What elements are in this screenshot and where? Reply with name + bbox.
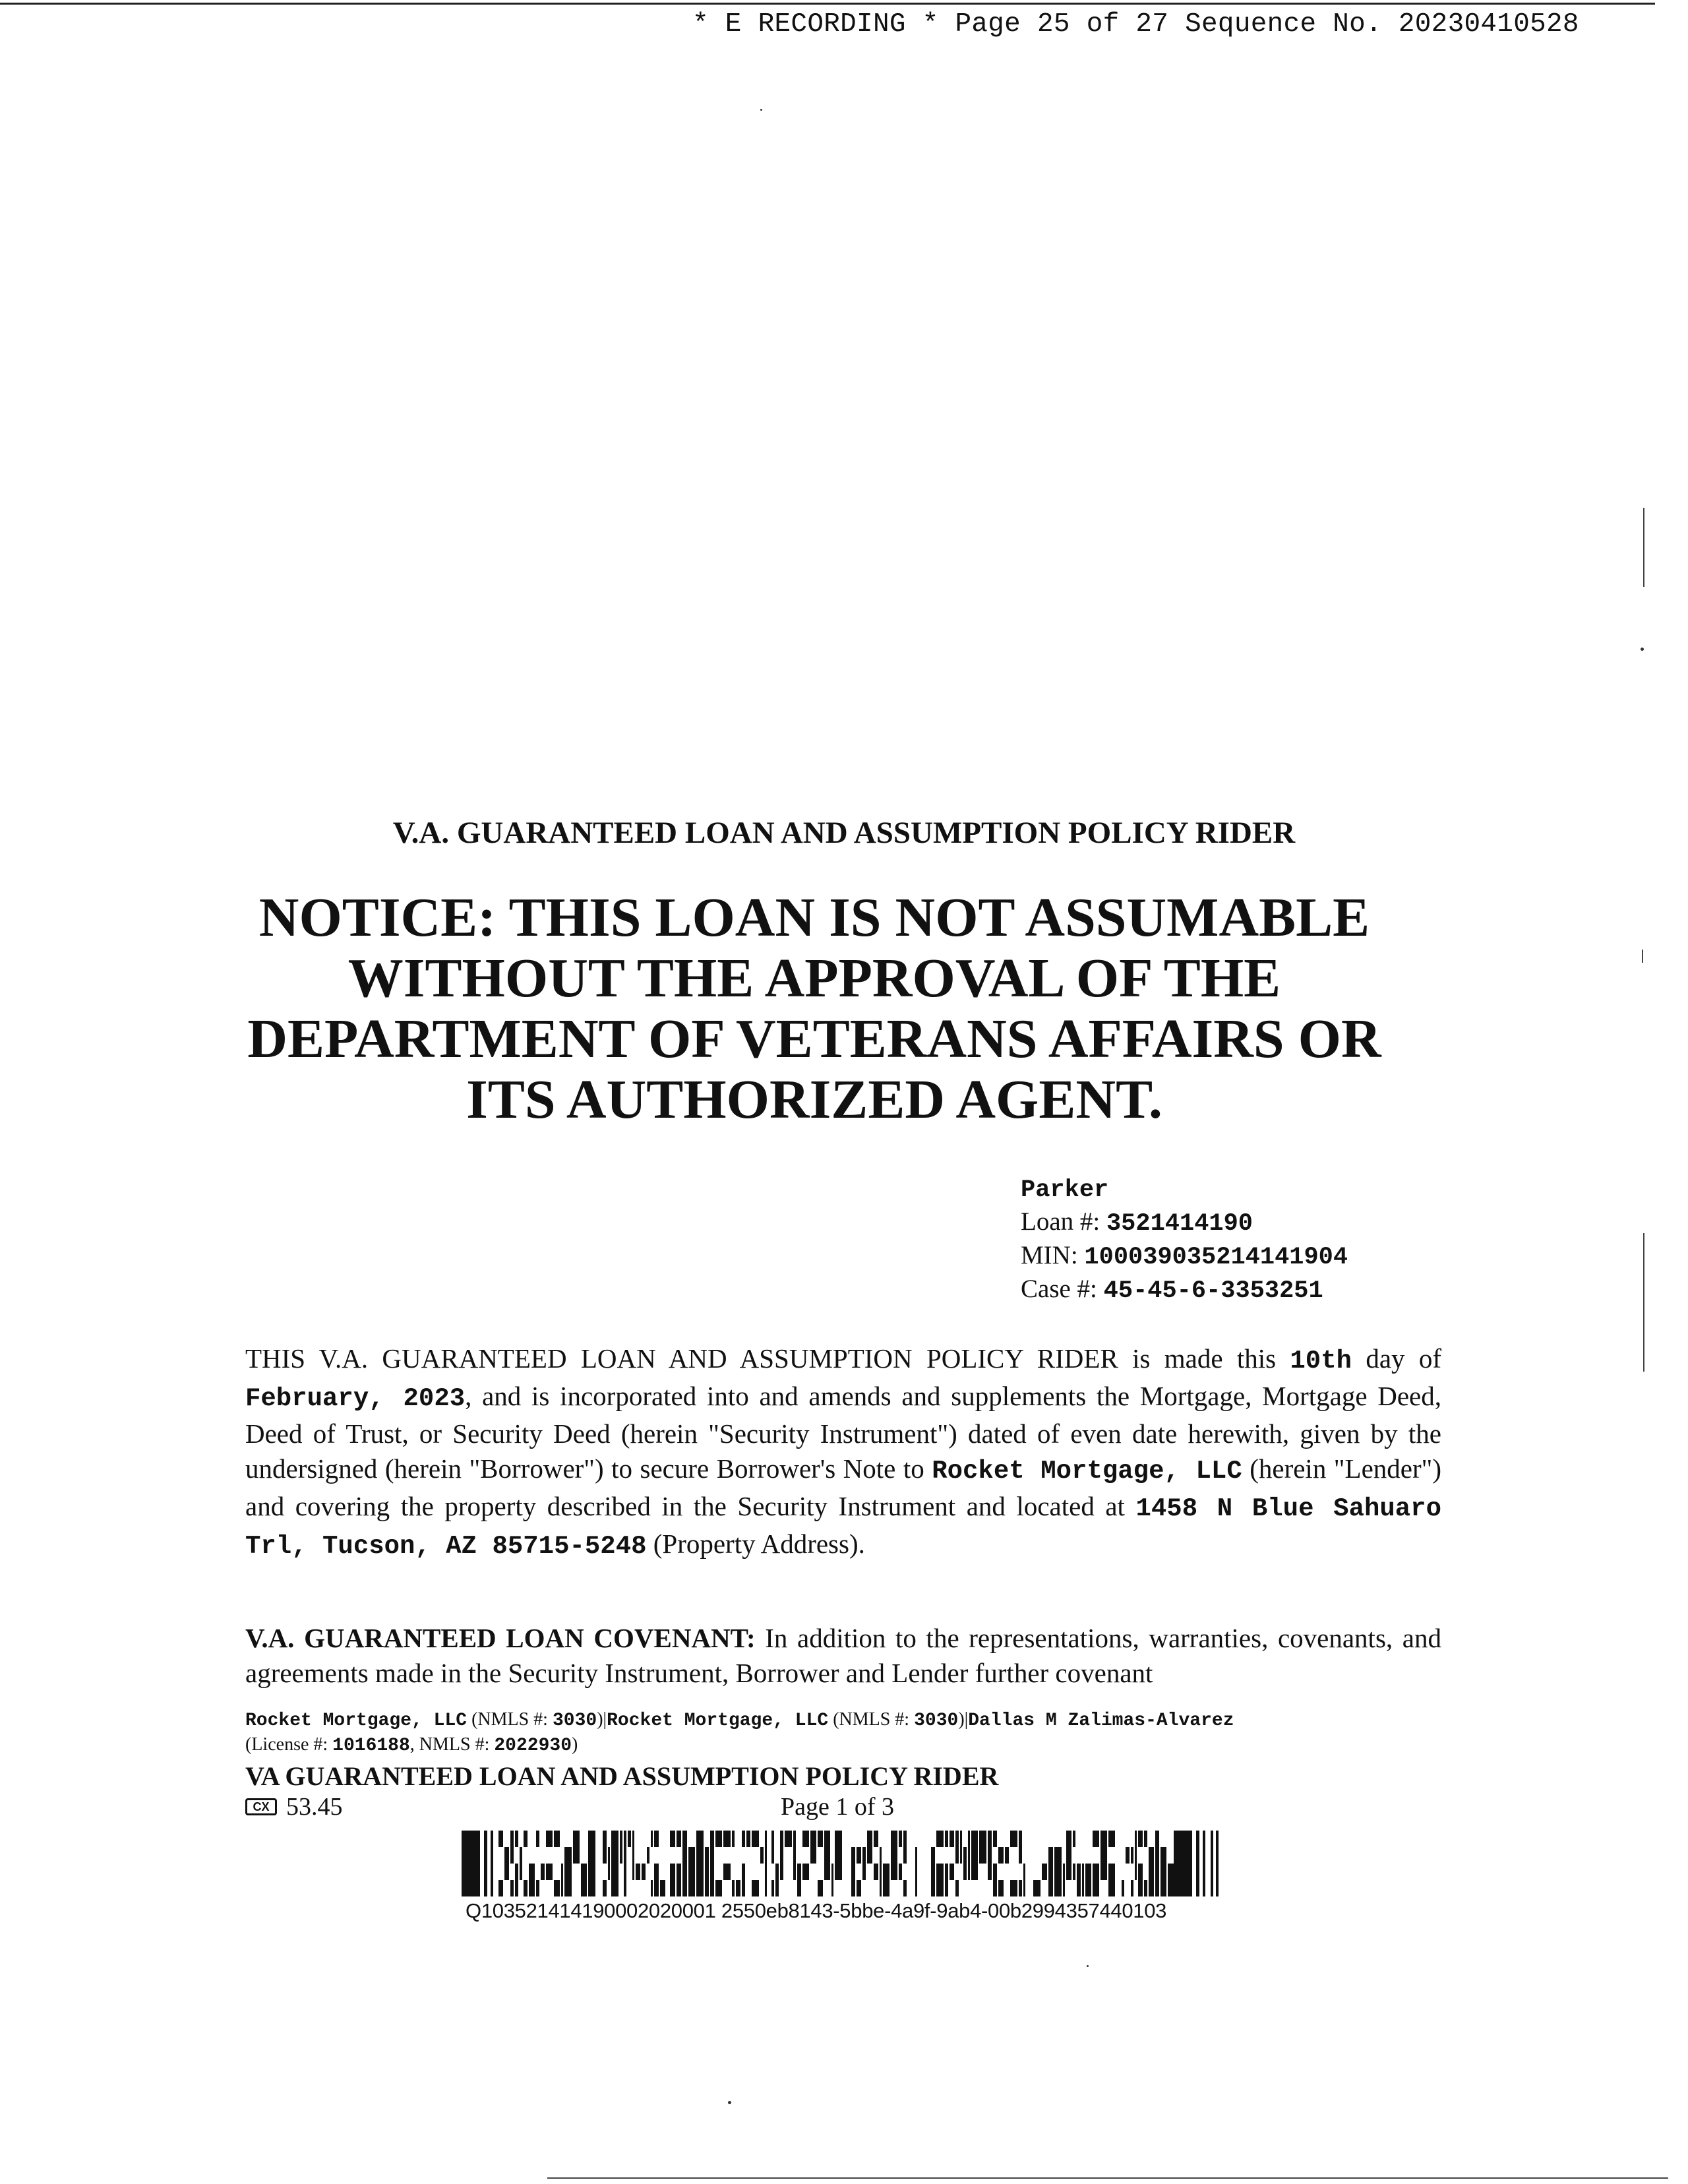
bottom-border-rule [547, 2177, 1668, 2179]
min-label: MIN: [1021, 1241, 1078, 1269]
lender-name: Rocket Mortgage, LLC [932, 1457, 1242, 1486]
covenant-paragraph [245, 1621, 1441, 1691]
footer-lender-1: Rocket Mortgage, LLC [245, 1711, 467, 1731]
footer-nmls-3: 2022930 [494, 1736, 572, 1756]
footer-lender-line [245, 1708, 1445, 1733]
loan-number: 3521414190 [1106, 1210, 1253, 1238]
footer-license-label: (License #: [245, 1734, 333, 1755]
footer-separator-2: )| [958, 1709, 969, 1730]
footer-originator: Dallas M Zalimas-Alvarez [968, 1711, 1234, 1731]
loan-number-row [1021, 1206, 1348, 1240]
intro-text-2: day of [1352, 1343, 1441, 1374]
footer-form-title: VA GUARANTEED LOAN AND ASSUMPTION POLICY RIDER [245, 1761, 999, 1791]
scan-mark-line [1643, 508, 1644, 587]
case-row [1021, 1273, 1348, 1307]
scan-mark-line [1643, 1233, 1644, 1372]
loan-info-block [1021, 1175, 1348, 1307]
assumption-notice [218, 888, 1411, 1130]
footer-license-close: ) [572, 1734, 578, 1755]
notice-line: ITS AUTHORIZED AGENT. [466, 1069, 1162, 1130]
footer-nmls-label-3: , NMLS #: [409, 1734, 495, 1755]
footer-license-number: 1016188 [332, 1736, 410, 1756]
top-border-rule [0, 3, 1655, 5]
intro-text-1: THIS V.A. GUARANTEED LOAN AND ASSUMPTION POLICY RIDER is made this [245, 1343, 1290, 1374]
scan-speck [1087, 1965, 1089, 1967]
loan-number-label: Loan #: [1021, 1207, 1100, 1236]
footer-nmls-label-1: (NMLS #: [467, 1709, 553, 1730]
footer-lender-info [245, 1708, 1445, 1758]
scan-mark-line [1642, 950, 1643, 963]
notice-line: WITHOUT THE APPROVAL OF THE [347, 948, 1281, 1009]
rider-day: 10th [1290, 1347, 1352, 1376]
intro-text-4: (herein "Lender") and covering the property described in the Security Instrument and located at [245, 1453, 1442, 1521]
scan-speck [728, 2101, 731, 2104]
min-number: 100039035214141904 [1084, 1244, 1348, 1271]
footer-separator-1: )| [597, 1709, 607, 1730]
page-number: Page 1 of 3 [781, 1793, 895, 1821]
notice-line: DEPARTMENT OF VETERANS AFFAIRS OR [247, 1008, 1381, 1070]
form-code [245, 1792, 343, 1821]
barcode-image [462, 1831, 1219, 1896]
rider-title: V.A. GUARANTEED LOAN AND ASSUMPTION POLICY RIDER [392, 816, 1296, 850]
covenant-text: In addition to the representations, warranties, covenants, and agreements made in the Security Instrument, Borrower and Lender further covenant [245, 1623, 1441, 1688]
footer-lender-2: Rocket Mortgage, LLC [607, 1711, 829, 1731]
scan-speck [1641, 648, 1644, 651]
covenant-heading: V.A. GUARANTEED LOAN COVENANT: [245, 1623, 756, 1653]
scan-speck [760, 109, 762, 111]
intro-text-3: , and is incorporated into and amends and supplements the Mortgage, Mortgage Deed, Deed of Trust, or Security Deed (herein "Security Instrument") dated of even date herewith, given by the undersigned (herein "Borrower") to secure Borrower's Note to [245, 1381, 1441, 1484]
property-address: 1458 N Blue Sahuaro Trl, Tucson, AZ 85715-5248 [245, 1494, 1441, 1561]
footer-license-line [245, 1733, 1445, 1758]
barcode-text: Q103521414190002020001 2550eb8143-5bbe-4a9f-9ab4-00b2994357440103 [466, 1899, 1167, 1922]
case-number: 45-45-6-3353251 [1103, 1277, 1323, 1305]
form-code-number: 53.45 [286, 1793, 343, 1821]
borrower-name: Parker [1021, 1176, 1109, 1204]
footer-nmls-label-2: (NMLS #: [828, 1709, 915, 1730]
recording-header: * E RECORDING * Page 25 of 27 Sequence No. 20230410528 [692, 9, 1579, 40]
case-label: Case #: [1021, 1275, 1097, 1303]
footer-nmls-2: 3030 [914, 1711, 959, 1731]
notice-line: NOTICE: THIS LOAN IS NOT ASSUMABLE [258, 887, 1370, 948]
footer-nmls-1: 3030 [552, 1711, 597, 1731]
min-row [1021, 1240, 1348, 1273]
rider-month-year: February, 2023 [245, 1384, 466, 1413]
intro-text-5: (Property Address). [646, 1529, 865, 1559]
cx-form-icon: CX [245, 1798, 277, 1815]
intro-paragraph [245, 1341, 1441, 1564]
